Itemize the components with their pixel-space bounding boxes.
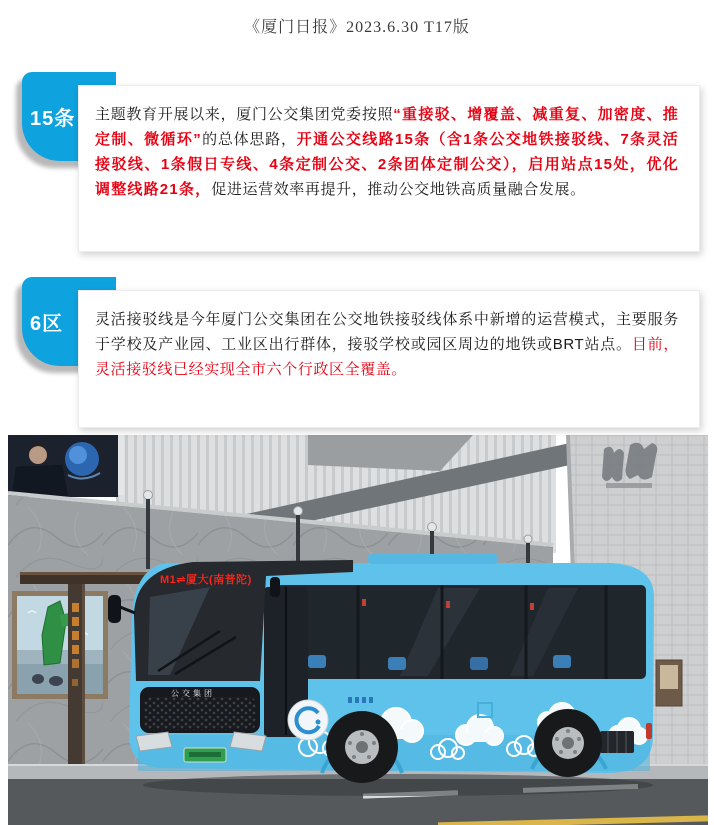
bus-led-display: M1⇌厦大(南普陀): [160, 574, 252, 586]
news-card-2: [78, 290, 700, 428]
bus-mirror-left: [108, 595, 121, 623]
text-segment: 主题教育开展以来，厦门公交集团党委按照: [95, 106, 394, 123]
text-segment: 促进运营效率再提升，推动公交地铁高质量融合发展。: [211, 181, 586, 198]
bus-license-plate: [184, 748, 226, 762]
shelter-pillar: [68, 584, 85, 777]
bus-photo: [8, 435, 708, 825]
text-segment-red: 目前，灵活接驳线已经实现全市六个行政区全覆盖。: [95, 336, 679, 378]
bus-front-label: 公交集团: [171, 689, 215, 698]
bus-mirror-right: [270, 577, 280, 597]
news-card-1: [78, 85, 700, 252]
badge-label: 15条: [30, 108, 76, 130]
bus-photo-svg: [8, 435, 708, 825]
led-billboard: [8, 435, 118, 497]
bus-rear-vent: [600, 731, 634, 753]
bus: [108, 554, 654, 796]
bus-front-wheel: [326, 711, 398, 783]
badge-label: 6区: [30, 313, 64, 335]
bus-grille: [140, 687, 260, 733]
text-segment-red: “重接驳、增覆盖、减重复、加密度、推定制、微循环”: [95, 106, 679, 148]
bus-roof-hump: [368, 554, 498, 564]
page-title: 《厦门日报》2023.6.30 T17版: [244, 19, 470, 36]
bus-shadow: [143, 774, 653, 796]
bus-logo: [288, 700, 328, 740]
text-segment: 的总体思路，: [201, 131, 297, 148]
shelter-poster: [12, 591, 108, 699]
text-segment-red: 开通公交线路15条（含1条公交地铁接驳线、7条灵活接驳线、1条假日专线、4条定制公交、2条团体定制公交），启用站点15处，优化调整线路21条，: [95, 131, 679, 198]
bus-headlight-right: [230, 732, 266, 751]
paragraph-1: [95, 102, 679, 202]
bus-headlight-left: [136, 732, 172, 751]
bus-taillight: [646, 723, 652, 739]
text-segment: 灵活接驳线是今年厦门公交集团在公交地铁接驳线体系中新增的运营模式，主要服务于学校及产业园、工业区出行群体，接驳学校或园区周边的地铁或BRT站点。: [95, 311, 679, 353]
bus-rear-wheel: [534, 709, 602, 777]
paragraph-2: [95, 307, 679, 382]
